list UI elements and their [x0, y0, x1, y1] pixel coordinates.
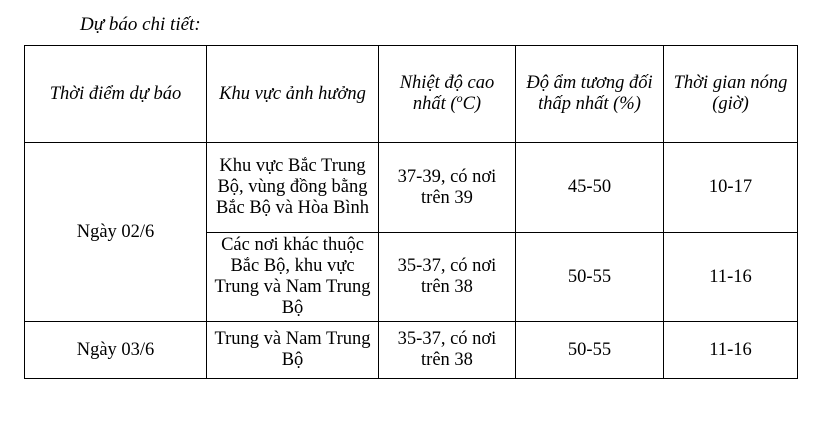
header-humidity: Độ ẩm tương đối thấp nhất (%) — [516, 46, 664, 143]
cell-area: Các nơi khác thuộc Bắc Bộ, khu vực Trung và Nam Trung Bộ — [207, 233, 379, 322]
cell-hours: 11-16 — [664, 322, 798, 379]
cell-temperature: 37-39, có nơi trên 39 — [379, 143, 516, 233]
cell-humidity: 45-50 — [516, 143, 664, 233]
cell-hours: 10-17 — [664, 143, 798, 233]
cell-humidity: 50-55 — [516, 233, 664, 322]
header-time: Thời điểm dự báo — [25, 46, 207, 143]
degree-sup: o — [456, 90, 463, 105]
cell-day: Ngày 02/6 — [25, 143, 207, 322]
forecast-caption: Dự báo chi tiết: — [80, 14, 201, 35]
cell-humidity: 50-55 — [516, 322, 664, 379]
header-temp-prefix: Nhiệt độ cao nhất ( — [399, 73, 495, 114]
header-row — [25, 46, 798, 143]
header-temperature — [379, 46, 516, 143]
cell-hours: 11-16 — [664, 233, 798, 322]
cell-temperature: 35-37, có nơi trên 38 — [379, 233, 516, 322]
cell-area: Trung và Nam Trung Bộ — [207, 322, 379, 379]
header-temp-suffix: C) — [462, 94, 482, 114]
cell-temperature: 35-37, có nơi trên 38 — [379, 322, 516, 379]
table-row — [25, 322, 798, 379]
header-area: Khu vực ảnh hưởng — [207, 46, 379, 143]
table-row — [25, 143, 798, 233]
forecast-table — [24, 45, 798, 379]
cell-day: Ngày 03/6 — [25, 322, 207, 379]
cell-area: Khu vực Bắc Trung Bộ, vùng đồng bằng Bắc Bộ và Hòa Bình — [207, 143, 379, 233]
header-hours: Thời gian nóng (giờ) — [664, 46, 798, 143]
